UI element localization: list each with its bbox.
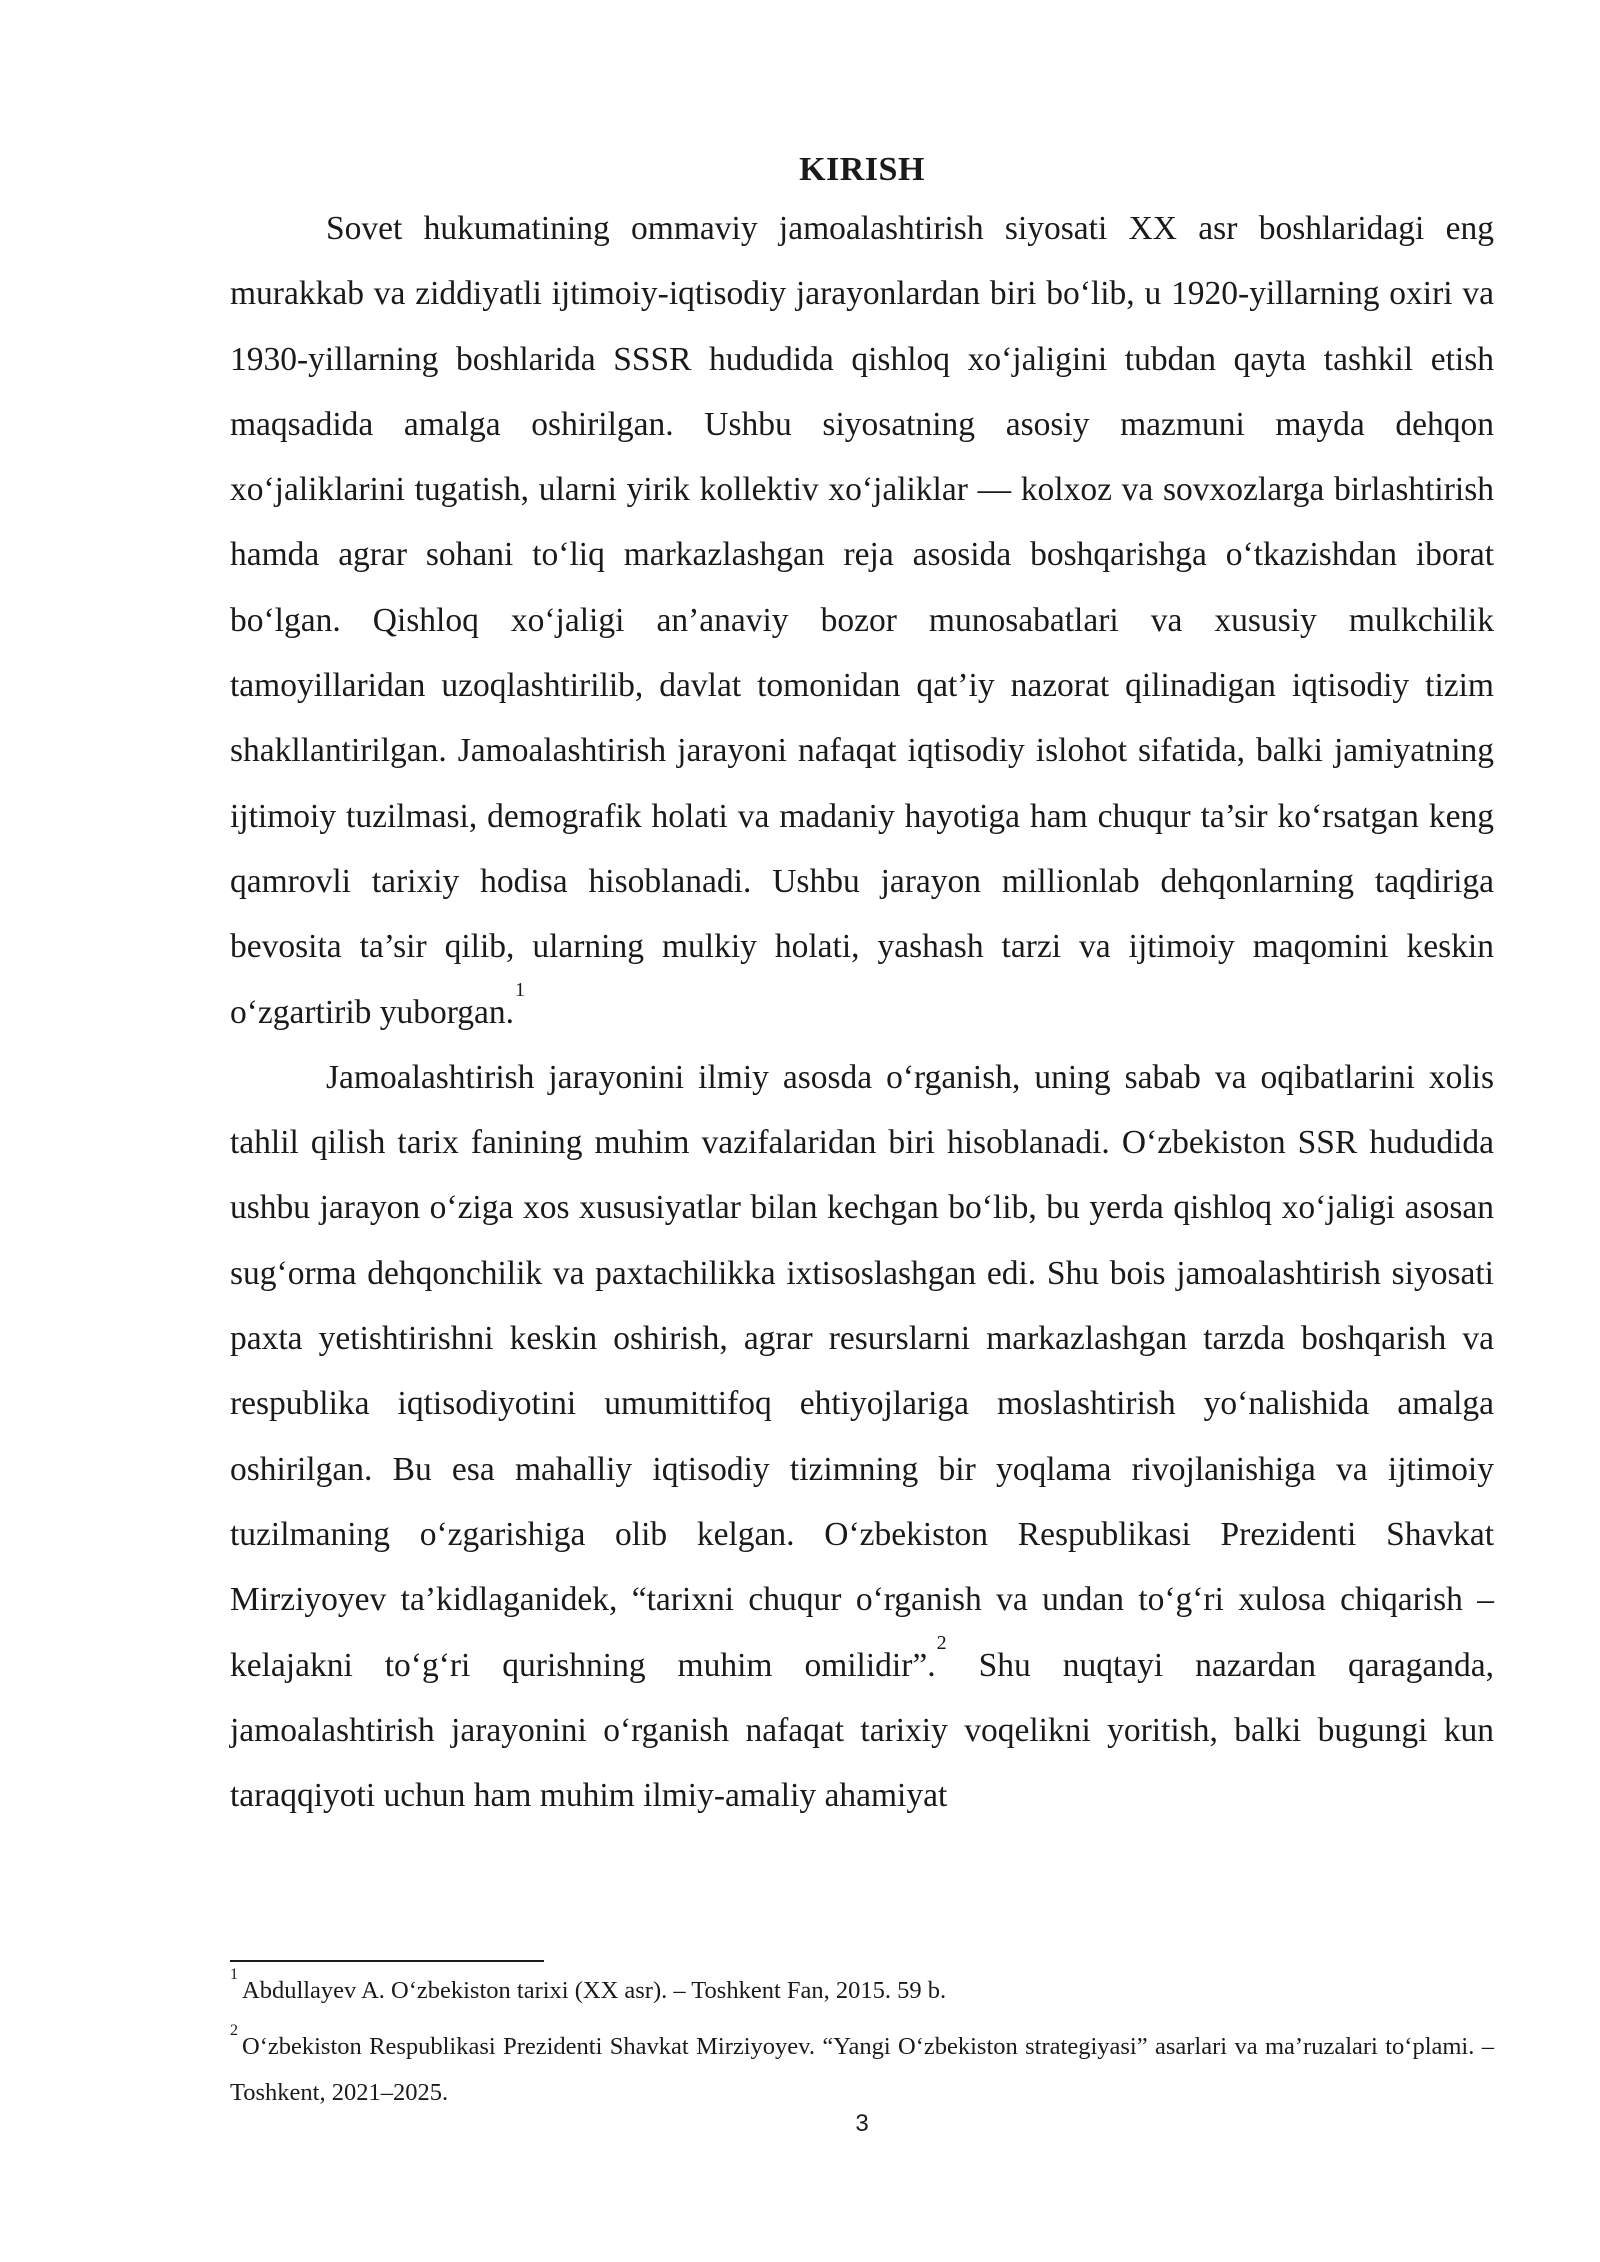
footnote-2-mark: 2 — [230, 2021, 238, 2039]
page-title: KIRISH — [799, 151, 925, 188]
footnote-1-text: Abdullayev A. O‘zbekiston tarixi (XX asr). – Toshkent Fan, 2015. 59 b. — [242, 1977, 947, 2004]
paragraph-1-text: Sovet hukumatining ommaviy jamoalashtirish siyosati XX asr boshlaridagi eng murakkab va ziddiyatli ijtimoiy-iqtisodiy jarayonlardan biri bo‘lib, u 1920-yillarning oxiri va 1930-yillarning boshlarida SSSR hududida qishloq xo‘jaligini tubdan qayta tashkil etish maqsadida amalga oshirilgan. Ushbu siyosatning asosiy mazmuni mayda dehqon xo‘jaliklarini tugatish, ularni yirik kollektiv xo‘jaliklar — kolxoz va sovxozlarga birlashtirish hamda agrar sohani to‘liq markazlashgan reja asosida boshqarishga o‘tkazishdan iborat bo‘lgan. Qishloq xo‘jaligi an’anaviy bozor munosabatlari va xususiy mulkchilik tamoyillaridan uzoqlashtirilib, davlat tomonidan qat’iy nazorat qilinadigan iqtisodiy tizim shakllantirilgan. Jamoalashtirish jarayoni nafaqat iqtisodiy islohot sifatida, balki jamiyatning ijtimoiy tuzilmasi, demografik holati va madaniy hayotiga ham chuqur ta’sir ko‘rsatgan keng qamrovli tarixiy hodisa hisoblanadi. Ushbu jarayon millionlab dehqonlarning taqdiriga bevosita ta’sir qilib, ularning mulkiy holati, yashash tarzi va ijtimoiy maqomini keskin o‘zgartirib yuborgan. — [230, 210, 1494, 1031]
footnote-separator — [230, 1960, 544, 1962]
paragraph-1 — [230, 196, 1494, 1045]
footnote-2 — [230, 2021, 1494, 2116]
paragraph-2 — [230, 1045, 1494, 1829]
footnote-ref-2[interactable]: 2 — [936, 1632, 947, 1655]
footnote-1 — [230, 1965, 1494, 2014]
page-number: 3 — [855, 2110, 869, 2137]
paragraph-2-text: Jamoalashtirish jarayonini ilmiy asosda o‘rganish, uning sabab va oqibatlarini xolis tahlil qilish tarix fanining muhim vazifalaridan biri hisoblanadi. O‘zbekiston SSR hududida ushbu jarayon o‘ziga xos xususiyatlar bilan kechgan bo‘lib, bu yerda qishloq xo‘jaligi asosan sug‘orma dehqonchilik va paxtachilikka ixtisoslashgan edi. Shu bois jamoalashtirish siyosati paxta yetishtirishni keskin oshirish, agrar resurslarni markazlashgan tarzda boshqarish va respublika iqtisodiyotini umumittifoq ehtiyojlariga moslashtirish yo‘nalishida amalga oshirilgan. Bu esa mahalliy iqtisodiy tizimning bir yoqlama rivojlanishiga va ijtimoiy tuzilmaning o‘zgarishiga olib kelgan. O‘zbekiston Respublikasi Prezidenti Shavkat Mirziyoyev ta’kidlaganidek, “tarixni chuqur o‘rganish va undan to‘g‘ri xulosa chiqarish – kelajakni to‘g‘ri qurishning muhim omilidir”. — [230, 1058, 1494, 1684]
footnotes — [230, 1965, 1494, 2126]
footnote-1-mark: 1 — [230, 1965, 238, 1983]
footnote-ref-1[interactable]: 1 — [515, 979, 526, 1002]
footnote-2-text: O‘zbekiston Respublikasi Prezidenti Shavkat Mirziyoyev. “Yangi O‘zbekiston strategiyasi” asarlari va ma’ruzalari to‘plami. – Toshkent, 2021–2025. — [230, 2033, 1494, 2106]
paragraph-2-text-after: Shu nuqtayi nazardan qaraganda, jamoalashtirish jarayonini o‘rganish nafaqat tarixiy voqelikni yoritish, balki bugungi kun taraqqiyoti uchun ham muhim ilmiy-amaliy ahamiyat — [230, 1646, 1494, 1815]
body-text — [230, 196, 1494, 1828]
